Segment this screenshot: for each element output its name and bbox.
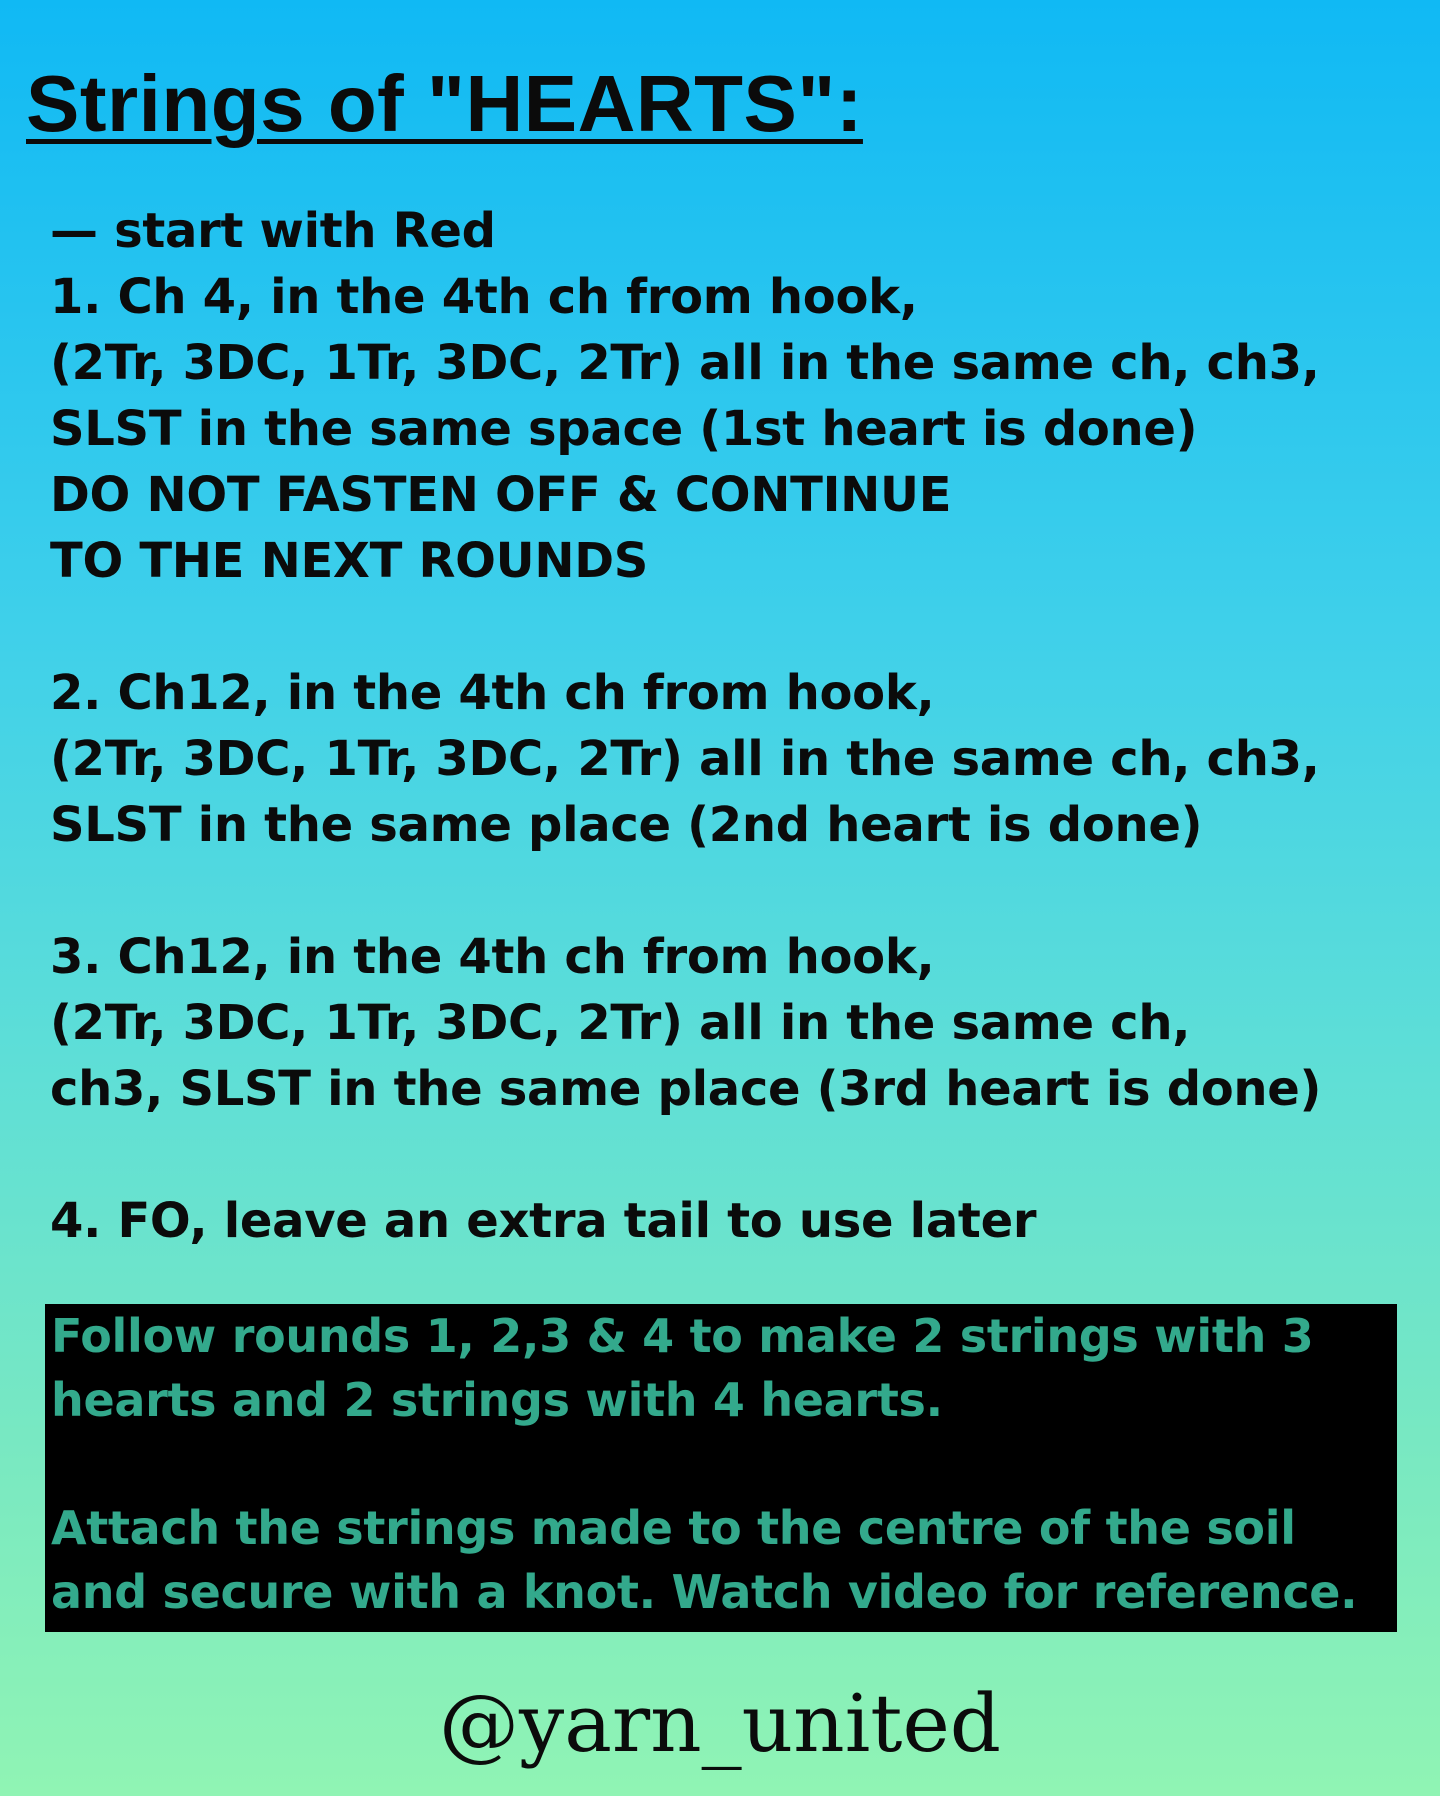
round-2-line: (2Tr, 3DC, 1Tr, 3DC, 2Tr) all in the same ch, ch3,: [50, 731, 1320, 787]
note-line: Attach the strings made to the centre of the soil: [51, 1501, 1296, 1555]
spacer: [50, 1122, 1420, 1188]
note-line: Follow rounds 1, 2,3 & 4 to make 2 strings with 3: [51, 1309, 1314, 1363]
spacer: [51, 1432, 1391, 1496]
intro-line: — start with Red: [50, 203, 496, 259]
round-1-line: TO THE NEXT ROUNDS: [50, 533, 649, 589]
round-1-line: (2Tr, 3DC, 1Tr, 3DC, 2Tr) all in the same ch, ch3,: [50, 335, 1320, 391]
instructions: [50, 198, 1420, 1254]
round-2: [50, 660, 1420, 858]
note-box: [45, 1304, 1397, 1632]
round-1-line: DO NOT FASTEN OFF & CONTINUE: [50, 467, 952, 523]
spacer: [50, 858, 1420, 924]
round-3: [50, 924, 1420, 1122]
round-1-line: 1. Ch 4, in the 4th ch from hook,: [50, 269, 918, 325]
round-2-line: SLST in the same place (2nd heart is done): [50, 797, 1203, 853]
note-paragraph-2: [51, 1496, 1391, 1624]
round-2-line: 2. Ch12, in the 4th ch from hook,: [50, 665, 935, 721]
author-handle: @yarn_united: [439, 1677, 1001, 1770]
round-1: [50, 264, 1420, 594]
note-paragraph-1: [51, 1304, 1391, 1432]
round-3-line: 3. Ch12, in the 4th ch from hook,: [50, 929, 935, 985]
note-line: hearts and 2 strings with 4 hearts.: [51, 1373, 943, 1427]
round-3-line: ch3, SLST in the same place (3rd heart is done): [50, 1061, 1322, 1117]
round-4: [50, 1188, 1420, 1254]
page-title: Strings of "HEARTS":: [26, 59, 863, 148]
round-3-line: (2Tr, 3DC, 1Tr, 3DC, 2Tr) all in the same ch,: [50, 995, 1191, 1051]
spacer: [50, 594, 1420, 660]
note-line: and secure with a knot. Watch video for reference.: [51, 1565, 1358, 1619]
round-1-line: SLST in the same space (1st heart is done): [50, 401, 1198, 457]
round-4-line: 4. FO, leave an extra tail to use later: [50, 1193, 1037, 1249]
